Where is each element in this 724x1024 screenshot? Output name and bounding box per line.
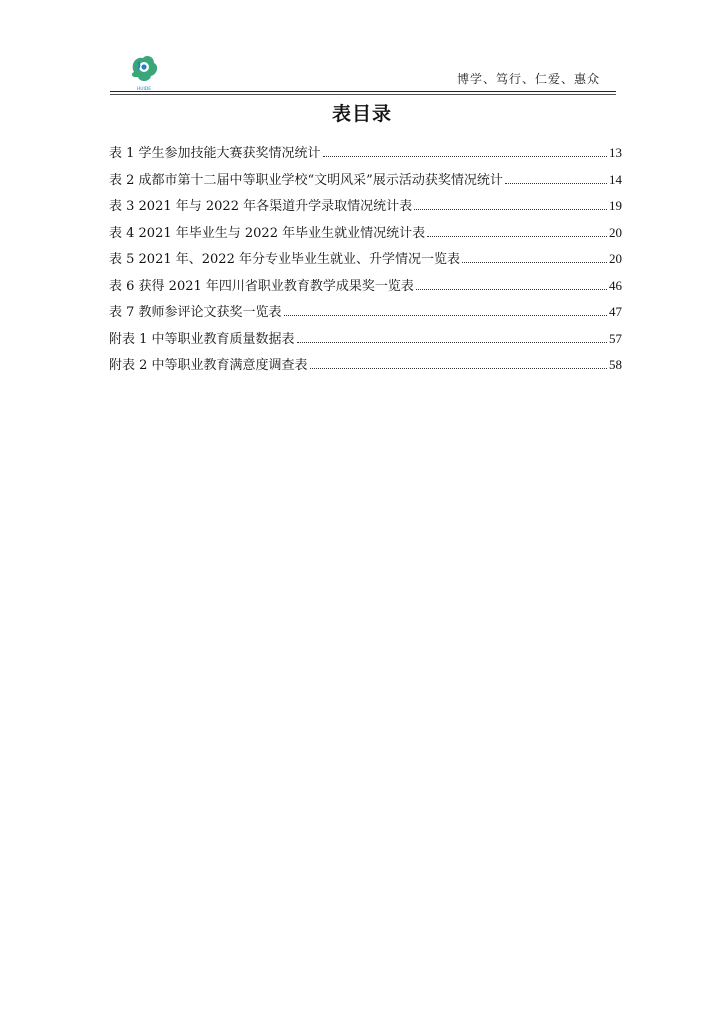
toc-dot-leader [462, 261, 607, 263]
school-logo [126, 52, 162, 92]
toc-dot-leader [323, 155, 607, 157]
toc-entry-label: 表 1 学生参加技能大赛获奖情况统计 [109, 146, 321, 161]
toc-entry[interactable] [109, 356, 622, 383]
toc-dot-leader [416, 288, 607, 290]
toc-entry[interactable] [109, 197, 622, 224]
toc-entry[interactable] [109, 250, 622, 277]
table-of-contents [109, 144, 622, 383]
toc-entry-label: 表 4 2021 年毕业生与 2022 年毕业生就业情况统计表 [109, 225, 426, 241]
toc-entry-label: 附表 1 中等职业教育质量数据表 [109, 331, 295, 347]
toc-dot-leader [310, 367, 607, 369]
toc-page-number: 13 [609, 145, 622, 160]
toc-entry-label: 表 6 获得 2021 年四川省职业教育教学成果奖一览表 [109, 278, 414, 294]
toc-page-number: 19 [609, 198, 622, 213]
toc-page-number: 58 [609, 357, 622, 372]
toc-entry[interactable] [109, 330, 622, 357]
toc-dot-leader [427, 235, 607, 237]
toc-entry[interactable] [109, 171, 622, 198]
toc-page-number: 20 [609, 251, 622, 266]
toc-entry[interactable] [109, 277, 622, 304]
toc-entry-label: 附表 2 中等职业教育满意度调查表 [109, 358, 308, 373]
toc-entry-label: 表 5 2021 年、2022 年分专业毕业生就业、升学情况一览表 [109, 252, 460, 267]
school-motto: 博学、笃行、仁爱、惠众 [456, 72, 600, 86]
toc-entry-label: 表 2 成都市第十二届中等职业学校“文明风采”展示活动获奖情况统计 [109, 172, 503, 188]
toc-entry[interactable] [109, 144, 622, 171]
header-divider-secondary [110, 94, 616, 95]
toc-dot-leader [284, 314, 607, 316]
toc-entry[interactable] [109, 303, 622, 330]
toc-dot-leader [297, 341, 607, 343]
toc-dot-leader [414, 208, 607, 210]
page-header [110, 40, 616, 92]
toc-page-number: 46 [609, 277, 622, 293]
page-title: 表目录 [331, 103, 392, 125]
toc-page-number: 47 [609, 304, 622, 319]
toc-dot-leader [505, 182, 607, 184]
svg-text:HUIDE: HUIDE [136, 87, 152, 92]
toc-page-number: 20 [609, 224, 622, 240]
toc-page-number: 14 [609, 171, 622, 187]
toc-entry-label: 表 3 2021 年与 2022 年各渠道升学录取情况统计表 [109, 199, 413, 214]
toc-page-number: 57 [609, 330, 622, 346]
toc-entry-label: 表 7 教师参评论文获奖一览表 [109, 305, 282, 320]
toc-entry[interactable] [109, 224, 622, 251]
header-divider [110, 91, 616, 92]
